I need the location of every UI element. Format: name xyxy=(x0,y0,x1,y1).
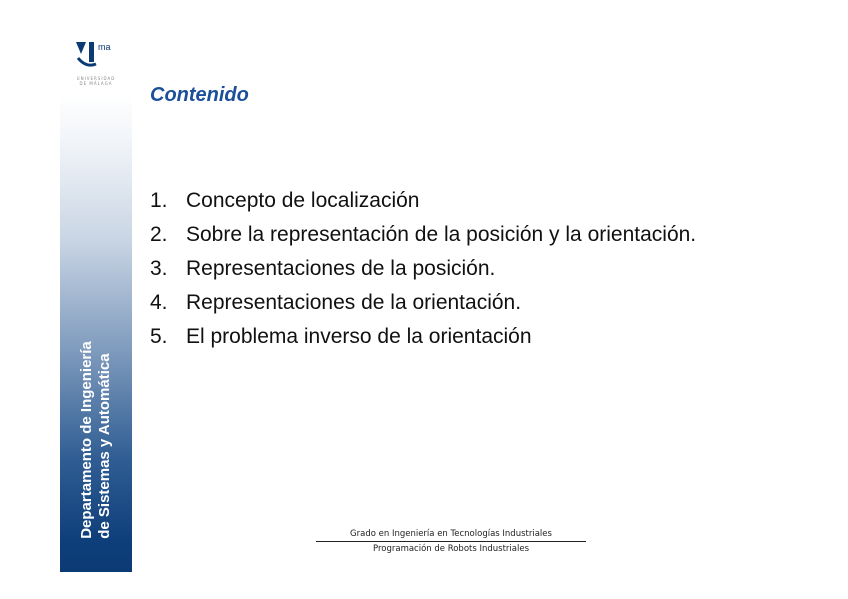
uma-logo-mark xyxy=(72,38,122,78)
item-text: Representaciones de la orientación. xyxy=(186,291,522,314)
item-number: 5. xyxy=(150,325,168,348)
logo-superscript: ma xyxy=(98,42,111,52)
item-number: 3. xyxy=(150,257,168,280)
list-item xyxy=(150,220,710,250)
university-logo xyxy=(64,38,128,94)
list-item xyxy=(150,254,710,284)
footer-course: Programación de Robots Industriales xyxy=(372,544,530,554)
footer-degree: Grado en Ingeniería en Tecnologías Industriales xyxy=(350,529,552,539)
list-item xyxy=(150,288,710,318)
item-text: El problema inverso de la orientación xyxy=(186,325,532,348)
item-text: Concepto de localización xyxy=(186,189,420,212)
footer-divider xyxy=(316,541,586,542)
logo-university-text: UNIVERSIDAD DE MÁLAGA xyxy=(76,76,116,86)
department-line-2: de Sistemas y Automática xyxy=(96,353,113,539)
contents-list xyxy=(150,186,710,356)
item-number: 4. xyxy=(150,291,168,314)
item-number: 1. xyxy=(150,189,168,212)
list-item xyxy=(150,186,710,216)
department-line-1: Departamento de Ingeniería xyxy=(78,341,95,539)
item-number: 2. xyxy=(150,223,168,246)
slide-title: Contenido xyxy=(150,84,249,106)
item-text: Representaciones de la posición. xyxy=(186,257,496,280)
list-item xyxy=(150,322,710,352)
item-text: Sobre la representación de la posición y la orientación. xyxy=(186,223,697,246)
slide-footer xyxy=(316,528,586,555)
department-label xyxy=(78,341,114,539)
